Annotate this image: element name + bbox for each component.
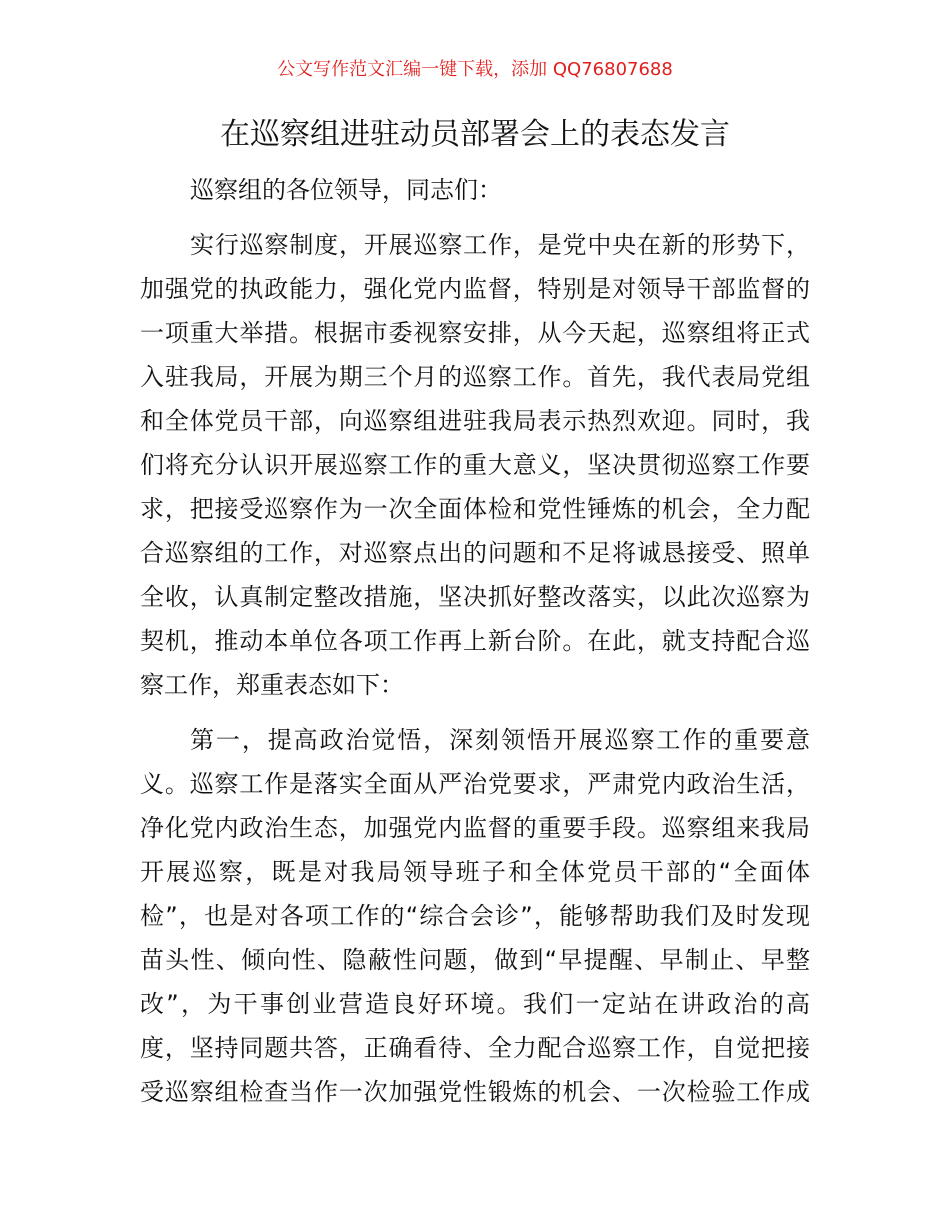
paragraph-line: 净化党内政治生态，加强党内监督的重要手段。巡察组来我局 [140, 814, 810, 842]
paragraph-2 [140, 718, 810, 1114]
salutation: 巡察组的各位领导，同志们： [190, 176, 502, 204]
paragraph-line: 全收，认真制定整改措施，坚决抓好整改落实，以此次巡察为 [140, 583, 810, 611]
paragraph-line: 求，把接受巡察作为一次全面体检和党性锤炼的机会，全力配 [140, 495, 810, 523]
paragraph-1 [140, 223, 810, 707]
paragraph-line: 契机，推动本单位各项工作再上新台阶。在此，就支持配合巡 [140, 627, 810, 655]
paragraph-line: 加强党的执政能力，强化党内监督，特别是对领导干部监督的 [140, 275, 810, 303]
download-watermark-header: 公文写作范文汇编一键下载，添加 QQ76807688 [277, 59, 673, 80]
paragraph-line: 改”，为干事创业营造良好环境。我们一定站在讲政治的高 [140, 990, 810, 1018]
paragraph-line: 实行巡察制度，开展巡察工作，是党中央在新的形势下， [190, 231, 810, 259]
paragraph-line: 开展巡察，既是对我局领导班子和全体党员干部的“全面体 [140, 858, 810, 886]
paragraph-line: 一项重大举措。根据市委视察安排，从今天起，巡察组将正式 [140, 319, 810, 347]
paragraph-line: 察工作，郑重表态如下： [140, 671, 404, 699]
document-title: 在巡察组进驻动员部署会上的表态发言 [220, 117, 730, 152]
paragraph-line: 度，坚持同题共答，正确看待、全力配合巡察工作，自觉把接 [140, 1034, 810, 1062]
paragraph-line: 检”，也是对各项工作的“综合会诊”，能够帮助我们及时发现 [140, 902, 810, 930]
paragraph-line: 义。巡察工作是落实全面从严治党要求，严肃党内政治生活， [140, 770, 810, 798]
paragraph-line: 受巡察组检查当作一次加强党性锻炼的机会、一次检验工作成 [140, 1078, 810, 1106]
paragraph-line: 第一，提高政治觉悟，深刻领悟开展巡察工作的重要意 [190, 726, 810, 754]
paragraph-line: 入驻我局，开展为期三个月的巡察工作。首先，我代表局党组 [140, 363, 810, 391]
paragraph-line: 合巡察组的工作，对巡察点出的问题和不足将诚恳接受、照单 [140, 539, 810, 567]
paragraph-line: 和全体党员干部，向巡察组进驻我局表示热烈欢迎。同时，我 [140, 407, 810, 435]
paragraph-line: 们将充分认识开展巡察工作的重大意义，坚决贯彻巡察工作要 [140, 451, 810, 479]
paragraph-line: 苗头性、倾向性、隐蔽性问题，做到“早提醒、早制止、早整 [140, 946, 810, 974]
document-body [140, 168, 810, 1114]
